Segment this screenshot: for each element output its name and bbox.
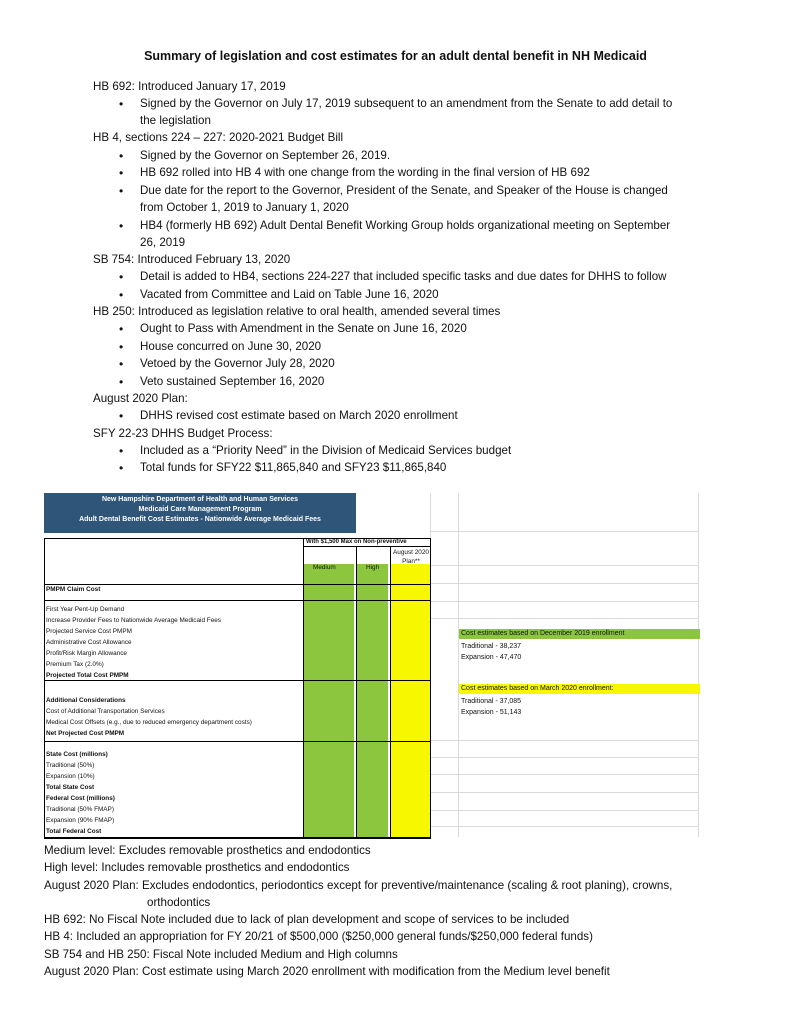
table-header-line: New Hampshire Department of Health and Human Services bbox=[101, 496, 299, 503]
bullet-icon: • bbox=[119, 288, 124, 302]
grid-line bbox=[430, 757, 698, 758]
bullet-text: HB 692 rolled into HB 4 with one change from the wording in the final version of HB 692 bbox=[140, 166, 590, 179]
grid-line bbox=[458, 493, 459, 837]
bullet-icon: • bbox=[119, 444, 124, 458]
table-header-line: Medicaid Care Management Program bbox=[138, 506, 262, 513]
column-header: Medium bbox=[313, 564, 336, 571]
bullet-text: Signed by the Governor on July 17, 2019 subsequent to an amendment from the Senate to add detail to bbox=[140, 97, 673, 110]
bullet-text: Veto sustained September 16, 2020 bbox=[140, 375, 325, 388]
bullet-text: HB4 (formerly HB 692) Adult Dental Benefit Working Group holds organizational meeting on September bbox=[140, 219, 671, 232]
row-label: Profit/Risk Margin Allowance bbox=[46, 650, 127, 657]
row-label: State Cost (millions) bbox=[46, 751, 108, 758]
bullet-icon: • bbox=[119, 322, 124, 336]
table-border bbox=[44, 600, 431, 601]
bullet-icon: • bbox=[119, 340, 124, 354]
table-border bbox=[44, 680, 431, 681]
row-label: Traditional (50% FMAP) bbox=[46, 806, 114, 813]
row-label: Net Projected Cost PMPM bbox=[46, 730, 125, 737]
row-label: Administrative Cost Allowance bbox=[46, 639, 132, 646]
grid-line bbox=[430, 601, 698, 602]
bullet-text: Detail is added to HB4, sections 224-227 that included specific tasks and due dates for DHHS to follow bbox=[140, 270, 667, 283]
section-heading: SFY 22-23 DHHS Budget Process: bbox=[93, 427, 273, 440]
column-header: High bbox=[366, 564, 380, 571]
row-label: First Year Pent-Up Demand bbox=[46, 606, 125, 613]
high-column-fill bbox=[357, 564, 388, 837]
section-heading: HB 250: Introduced as legislation relative to oral health, amended several times bbox=[93, 305, 501, 318]
bullet-icon: • bbox=[119, 166, 124, 180]
row-label: Traditional (50%) bbox=[46, 762, 95, 769]
row-label: Projected Total Cost PMPM bbox=[46, 672, 129, 679]
bullet-text: Ought to Pass with Amendment in the Senate on June 16, 2020 bbox=[140, 322, 467, 335]
mar-traditional: Traditional - 37,085 bbox=[461, 698, 522, 705]
bullet-text: Vetoed by the Governor July 28, 2020 bbox=[140, 357, 335, 370]
row-label: PMPM Claim Cost bbox=[46, 586, 101, 593]
group-label: With $1,500 Max on Non-preventive bbox=[306, 539, 407, 545]
grid-line bbox=[430, 583, 698, 584]
bullet-icon: • bbox=[119, 461, 124, 475]
bullet-icon: • bbox=[119, 375, 124, 389]
table-border bbox=[44, 741, 431, 742]
bullet-icon: • bbox=[119, 219, 124, 233]
bullet-text: Due date for the report to the Governor, President of the Senate, and Speaker of the House is changed bbox=[140, 184, 668, 197]
bullet-text: the legislation bbox=[140, 114, 211, 127]
row-label: Additional Considerations bbox=[46, 697, 126, 704]
mar-expansion: Expansion - 51,143 bbox=[461, 709, 522, 716]
grid-line bbox=[698, 493, 699, 837]
footer-line: HB 692: No Fiscal Note included due to lack of plan development and scope of services to be included bbox=[44, 913, 570, 926]
grid-line bbox=[430, 531, 698, 532]
grid-line bbox=[430, 792, 698, 793]
footer-line: August 2020 Plan: Excludes endodontics, periodontics except for preventive/maintenance (scaling & root planing), crowns, bbox=[44, 879, 673, 892]
section-heading: SB 754: Introduced February 13, 2020 bbox=[93, 253, 291, 266]
grid-line bbox=[430, 810, 698, 811]
bullet-icon: • bbox=[119, 270, 124, 284]
bullet-text: from October 1, 2019 to January 1, 2020 bbox=[140, 201, 349, 214]
grid-line bbox=[430, 618, 698, 619]
table-border bbox=[430, 538, 431, 838]
bullet-text: Total funds for SFY22 $11,865,840 and SFY23 $11,865,840 bbox=[140, 461, 447, 474]
section-heading: HB 692: Introduced January 17, 2019 bbox=[93, 80, 286, 93]
grid-line bbox=[430, 826, 698, 827]
row-label: Projected Service Cost PMPM bbox=[46, 628, 132, 635]
row-label: Expansion (10%) bbox=[46, 773, 95, 780]
grid-line bbox=[430, 565, 698, 566]
august-column-fill bbox=[391, 564, 430, 837]
footer-line: SB 754 and HB 250: Fiscal Note included Medium and High columns bbox=[44, 948, 398, 961]
row-label: Increase Provider Fees to Nationwide Average Medicaid Fees bbox=[46, 617, 222, 624]
grid-line bbox=[430, 774, 698, 775]
row-label: Total Federal Cost bbox=[46, 828, 102, 835]
row-label: Expansion (90% FMAP) bbox=[46, 817, 115, 824]
bullet-icon: • bbox=[119, 357, 124, 371]
row-label: Total State Cost bbox=[46, 784, 95, 791]
table-border bbox=[303, 546, 431, 547]
bullet-text: DHHS revised cost estimate based on March 2020 enrollment bbox=[140, 409, 458, 422]
table-border bbox=[44, 837, 431, 839]
bullet-text: Vacated from Committee and Laid on Table June 16, 2020 bbox=[140, 288, 439, 301]
section-heading: August 2020 Plan: bbox=[93, 392, 188, 405]
page-title: Summary of legislation and cost estimates for an adult dental benefit in NH Medicaid bbox=[144, 49, 647, 63]
bullet-text: Included as a “Priority Need” in the Division of Medicaid Services budget bbox=[140, 444, 512, 457]
footer-line: High level: Includes removable prosthetics and endodontics bbox=[44, 861, 350, 874]
medium-column-fill bbox=[303, 564, 354, 837]
dec-traditional: Traditional - 38,237 bbox=[461, 643, 522, 650]
bullet-icon: • bbox=[119, 184, 124, 198]
footer-line: orthodontics bbox=[147, 896, 211, 909]
bullet-icon: • bbox=[119, 409, 124, 423]
column-header: August 2020 Plan** bbox=[393, 549, 429, 565]
table-header-banner bbox=[44, 493, 356, 533]
row-label: Premium Tax (2.0%) bbox=[46, 661, 104, 668]
grid-line bbox=[430, 740, 698, 741]
bullet-icon: • bbox=[119, 97, 124, 111]
footer-line: Medium level: Excludes removable prosthetics and endodontics bbox=[44, 844, 371, 857]
dec-enrollment-note: Cost estimates based on December 2019 enrollment bbox=[459, 629, 700, 639]
table-border bbox=[44, 538, 45, 838]
bullet-icon: • bbox=[119, 149, 124, 163]
dec-expansion: Expansion - 47,470 bbox=[461, 654, 522, 661]
mar-enrollment-note: Cost estimates based on March 2020 enrollment: bbox=[459, 684, 700, 694]
row-label: Medical Cost Offsets (e.g., due to reduced emergency department costs) bbox=[46, 719, 252, 726]
table-header-line: Adult Dental Benefit Cost Estimates - Nationwide Average Medicaid Fees bbox=[79, 516, 321, 523]
footer-line: HB 4: Included an appropriation for FY 20/21 of $500,000 ($250,000 general funds/$250,000 federal funds) bbox=[44, 930, 593, 943]
row-label: Cost of Additional Transportation Services bbox=[46, 708, 165, 715]
row-label: Federal Cost (millions) bbox=[46, 795, 115, 802]
table-border bbox=[390, 546, 391, 838]
table-border bbox=[44, 584, 431, 585]
bullet-text: House concurred on June 30, 2020 bbox=[140, 340, 322, 353]
bullet-text: 26, 2019 bbox=[140, 236, 186, 249]
table-border bbox=[303, 538, 304, 838]
table-border bbox=[356, 546, 357, 838]
bullet-text: Signed by the Governor on September 26, 2019. bbox=[140, 149, 391, 162]
footer-line: August 2020 Plan: Cost estimate using March 2020 enrollment with modification from the Medium level benefit bbox=[44, 965, 610, 978]
section-heading: HB 4, sections 224 – 227: 2020-2021 Budget Bill bbox=[93, 131, 344, 144]
